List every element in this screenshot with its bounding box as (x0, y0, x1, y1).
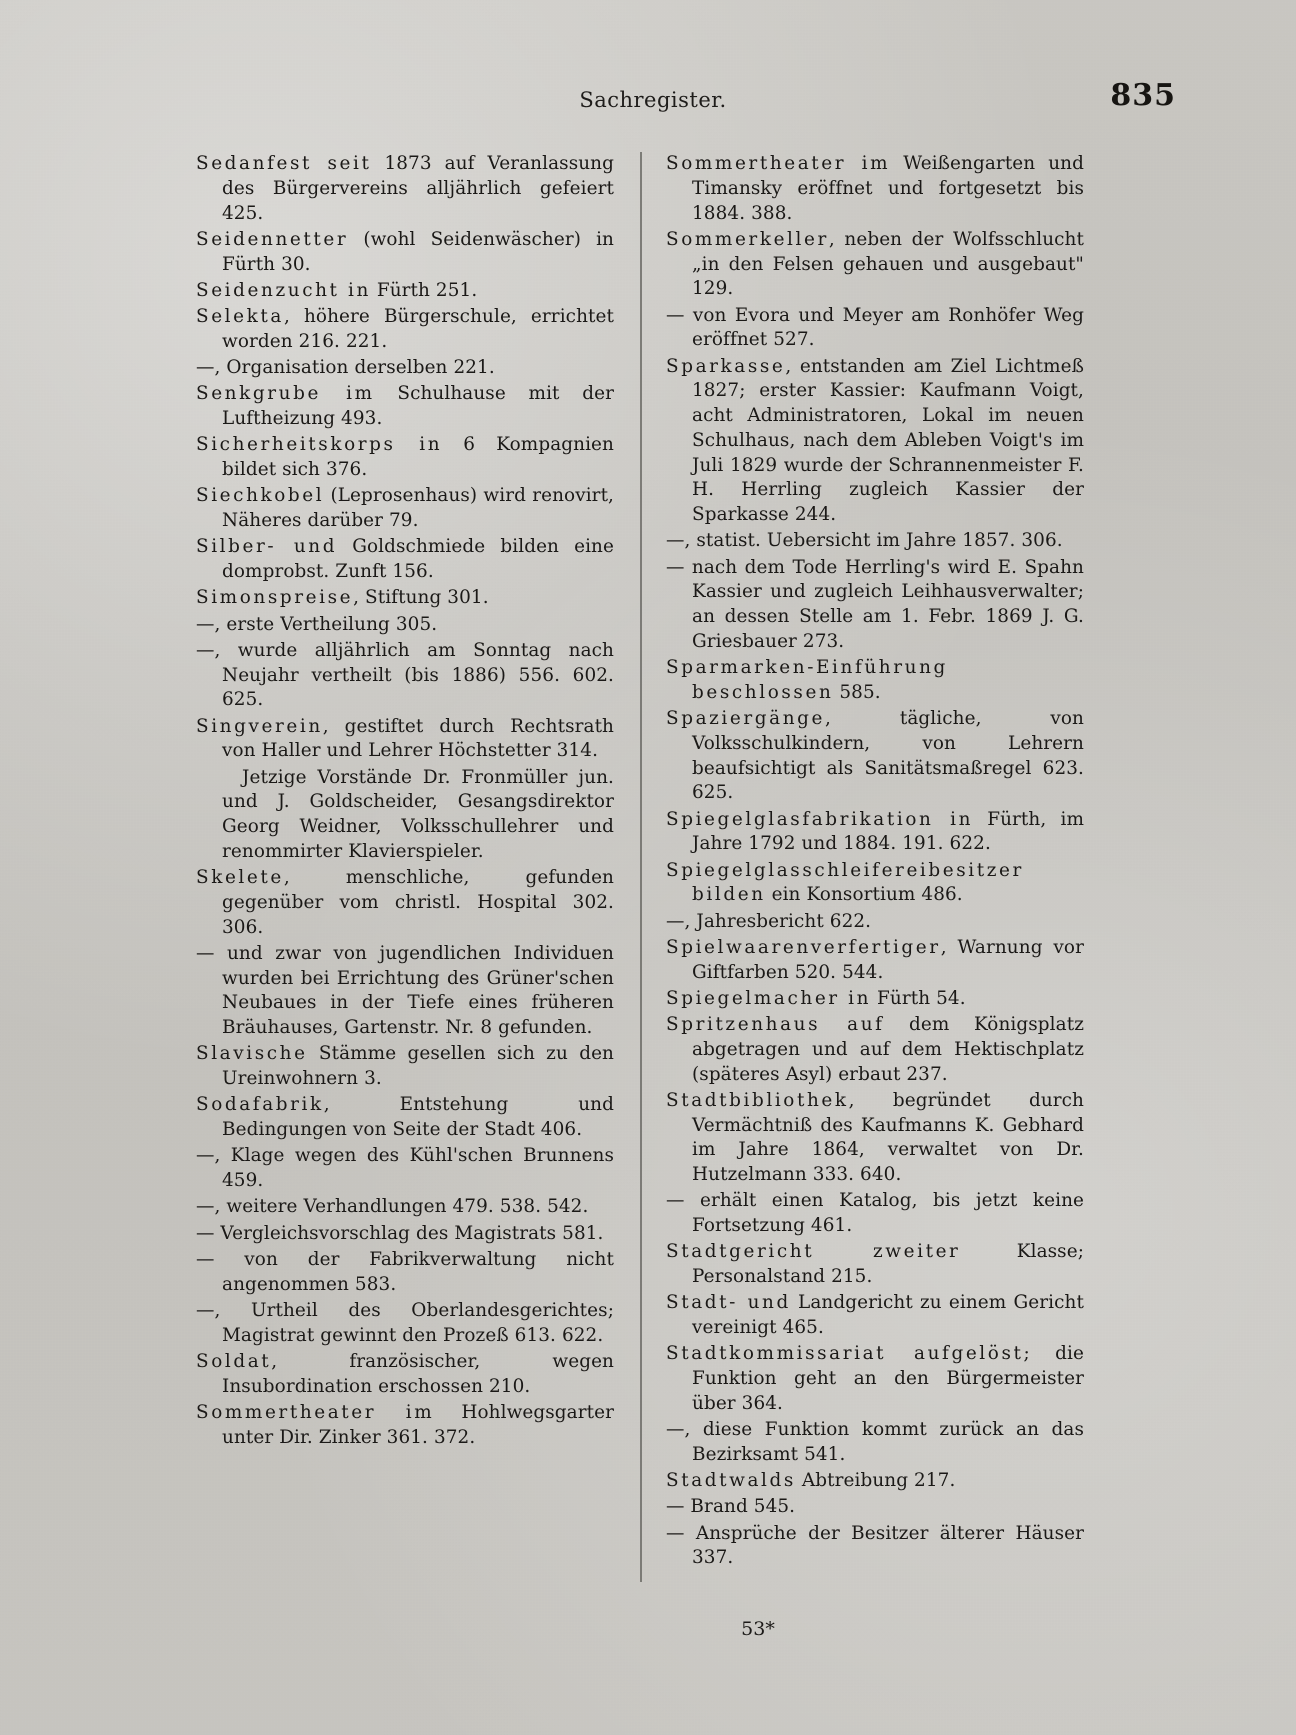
index-entry: — Vergleichsvorschlag des Magistrats 581. (196, 1222, 604, 1244)
index-entry: —, diese Funktion kommt zurück an das Bezirksamt 541. (666, 1419, 1084, 1465)
index-entry: Stadtwalds Abtreibung 217. (666, 1470, 956, 1491)
entry-headword: Spiegelmacher in (666, 987, 872, 1009)
index-entry: Singverein, gestiftet durch Rechtsrath von Haller und Lehrer Höchstetter 314. (196, 715, 614, 762)
entry-headword: Skelete (196, 867, 284, 888)
index-entry: Spiegelglasschleifereibesitzer bilden ein Konsortium 486. (666, 859, 1024, 906)
entry-headword: Sommertheater im (666, 153, 891, 174)
entry-headword: Sommerkeller (666, 228, 829, 250)
index-entry: — von der Fabrikverwaltung nicht angenommen 583. (196, 1248, 614, 1295)
index-entry: —, statist. Uebersicht im Jahre 1857. 306. (666, 530, 1063, 552)
index-column-left (196, 152, 614, 1452)
index-entry: Stadtkommissariat aufgelöst; die Funktion geht an den Bürgermeister über 364. (666, 1343, 1084, 1414)
index-entry: — und zwar von jugendlichen Individuen wurden bei Errichtung des Grüner'schen Neubaues in der Tiefe eines früheren Bräuhauses, Gartenstr. Nr. 8 gefunden. (196, 942, 614, 1038)
entry-headword: Simonspreise (196, 587, 354, 609)
index-entry: Seidennetter (wohl Seidenwäscher) in Fürth 30. (196, 228, 614, 275)
entry-headword: Spritzenhaus auf (666, 1014, 885, 1035)
entry-headword: Slavische (196, 1043, 308, 1065)
index-entry: — von Evora und Meyer am Ronhöfer Weg eröffnet 527. (666, 304, 1084, 351)
index-entry: Stadtbibliothek, begründet durch Vermächtniß des Kaufmanns K. Gebhard im Jahre 1864, verwaltet von Dr. Hutzelmann 333. 640. (666, 1089, 1084, 1185)
entry-headword: Stadt- und (666, 1292, 791, 1314)
index-entry: Jetzige Vorstände Dr. Fronmüller jun. und J. Goldscheider, Gesangsdirektor Georg Weidner, Volksschullehrer und renommirter Klavierspieler. (222, 766, 614, 862)
index-entry: Spiegelmacher in Fürth 54. (666, 987, 966, 1009)
index-entry: —, weitere Verhandlungen 479. 538. 542. (196, 1196, 589, 1218)
running-title: Sachregister. (579, 88, 727, 112)
entry-headword: Stadtgericht zweiter (666, 1241, 961, 1263)
index-entry: Stadt- und Landgericht zu einem Gericht vereinigt 465. (666, 1292, 1084, 1338)
entry-headword: Silber- und (196, 536, 338, 558)
index-entry: Silber- und Goldschmiede bilden eine domprobst. Zunft 156. (196, 536, 614, 582)
signature-label: 53* (741, 1618, 775, 1640)
entry-headword: Singverein (196, 715, 323, 737)
index-entry: — Brand 545. (666, 1496, 796, 1518)
entry-headword: Sicherheitskorps in (196, 434, 443, 456)
index-entry: Stadtgericht zweiter Klasse; Personalstand 215. (666, 1241, 1084, 1287)
index-entry: — nach dem Tode Herrling's wird E. Spahn Kassier und zugleich Leihhausverwalter; an dessen Stelle am 1. Febr. 1869 J. G. Griesbauer 273. (666, 556, 1084, 652)
entry-headword: Spielwaarenverfertiger (666, 936, 941, 958)
entry-headword: Sedanfest seit (196, 153, 372, 174)
index-entry: Senkgrube im Schulhause mit der Luftheizung 493. (196, 383, 614, 429)
index-entry: —, Organisation derselben 221. (196, 357, 495, 378)
index-entry: Soldat, französischer, wegen Insubordination erschossen 210. (196, 1350, 614, 1397)
index-entry: Sommertheater im Hohlwegsgarter unter Dir. Zinker 361. 372. (196, 1401, 614, 1448)
page-header (210, 78, 1176, 128)
entry-headword: Soldat (196, 1350, 272, 1372)
index-entry: —, Klage wegen des Kühl'schen Brunnens 459. (196, 1145, 614, 1191)
entry-headword: Seidenzucht in (196, 279, 371, 301)
index-entry: Sedanfest seit 1873 auf Veranlassung des Bürgervereins alljährlich gefeiert 425. (196, 153, 614, 224)
page-number: 835 (1110, 78, 1176, 113)
index-entry: Siechkobel (Leprosenhaus) wird renovirt, Näheres darüber 79. (196, 485, 614, 531)
index-body (196, 152, 1086, 1582)
entry-headword: Sodafabrik (196, 1094, 324, 1116)
entry-headword: Selekta (196, 306, 284, 327)
entry-headword: Stadtwalds (666, 1470, 796, 1491)
entry-headword: Sommertheater im (196, 1401, 435, 1423)
index-entry: Spiegelglasfabrikation in Fürth, im Jahre 1792 und 1884. 191. 622. (666, 808, 1084, 855)
index-entry: Sommerkeller, neben der Wolfsschlucht „in den Felsen gehauen und ausgebaut" 129. (666, 228, 1084, 300)
index-entry: —, wurde alljährlich am Sonntag nach Neujahr vertheilt (bis 1886) 556. 602. 625. (196, 639, 614, 711)
index-entry: —, erste Vertheilung 305. (196, 613, 438, 635)
index-entry: Sicherheitskorps in 6 Kompagnien bildet sich 376. (196, 434, 614, 480)
index-entry: Sparmarken-Einführung beschlossen 585. (666, 657, 948, 703)
entry-headword: Spaziergänge (666, 708, 826, 729)
column-divider (640, 152, 642, 1582)
entry-headword: Spiegelglasfabrikation in (666, 808, 974, 830)
index-entry: Selekta, höhere Bürgerschule, errichtet worden 216. 221. (196, 306, 614, 352)
entry-headword: Sparmarken-Einführung beschlossen (666, 657, 948, 703)
entry-headword: Spiegelglasschleifereibesitzer bilden (666, 859, 1024, 906)
index-entry: Simonspreise, Stiftung 301. (196, 587, 489, 609)
index-entry: —, Jahresbericht 622. (666, 910, 872, 932)
entry-headword: Sparkasse (666, 355, 786, 377)
index-entry: Spritzenhaus auf dem Königsplatz abgetragen und auf dem Hektischplatz (späteres Asyl) erbaut 237. (666, 1014, 1084, 1085)
signature-mark (0, 1618, 1296, 1640)
index-entry: Sommertheater im Weißengarten und Timansky eröffnet und fortgesetzt bis 1884. 388. (666, 153, 1084, 224)
index-entry: Skelete, menschliche, gefunden gegenüber vom christl. Hospital 302. 306. (196, 867, 614, 938)
index-entry: —, Urtheil des Oberlandesgerichtes; Magistrat gewinnt den Prozeß 613. 622. (196, 1299, 614, 1346)
entry-headword: Senkgrube im (196, 383, 375, 405)
entry-headword: Siechkobel (196, 485, 325, 507)
index-entry: Spielwaarenverfertiger, Warnung vor Giftfarben 520. 544. (666, 936, 1084, 983)
index-entry: Sparkasse, entstanden am Ziel Lichtmeß 1827; erster Kassier: Kaufmann Voigt, acht Administratoren, Lokal im neuen Schulhaus, nach dem Ableben Voigt's im Juli 1829 wurde der Schrannenmeister F. H. Herrling zugleich Kassier der Sparkasse 244. (666, 355, 1084, 525)
index-column-right (666, 152, 1084, 1573)
index-entry: — Ansprüche der Besitzer älterer Häuser 337. (666, 1522, 1084, 1569)
index-entry: Sodafabrik, Entstehung und Bedingungen von Seite der Stadt 406. (196, 1094, 614, 1140)
entry-headword: Seidennetter (196, 228, 349, 250)
index-entry: Slavische Stämme gesellen sich zu den Ureinwohnern 3. (196, 1043, 614, 1089)
entry-headword: Stadtkommissariat aufgelöst (666, 1343, 1024, 1365)
index-entry: Seidenzucht in Fürth 251. (196, 279, 478, 301)
entry-headword: Stadtbibliothek (666, 1089, 849, 1111)
index-entry: Spaziergänge, tägliche, von Volksschulkindern, von Lehrern beaufsichtigt als Sanitätsmaßregel 623. 625. (666, 708, 1084, 804)
index-entry: — erhält einen Katalog, bis jetzt keine Fortsetzung 461. (666, 1190, 1084, 1236)
